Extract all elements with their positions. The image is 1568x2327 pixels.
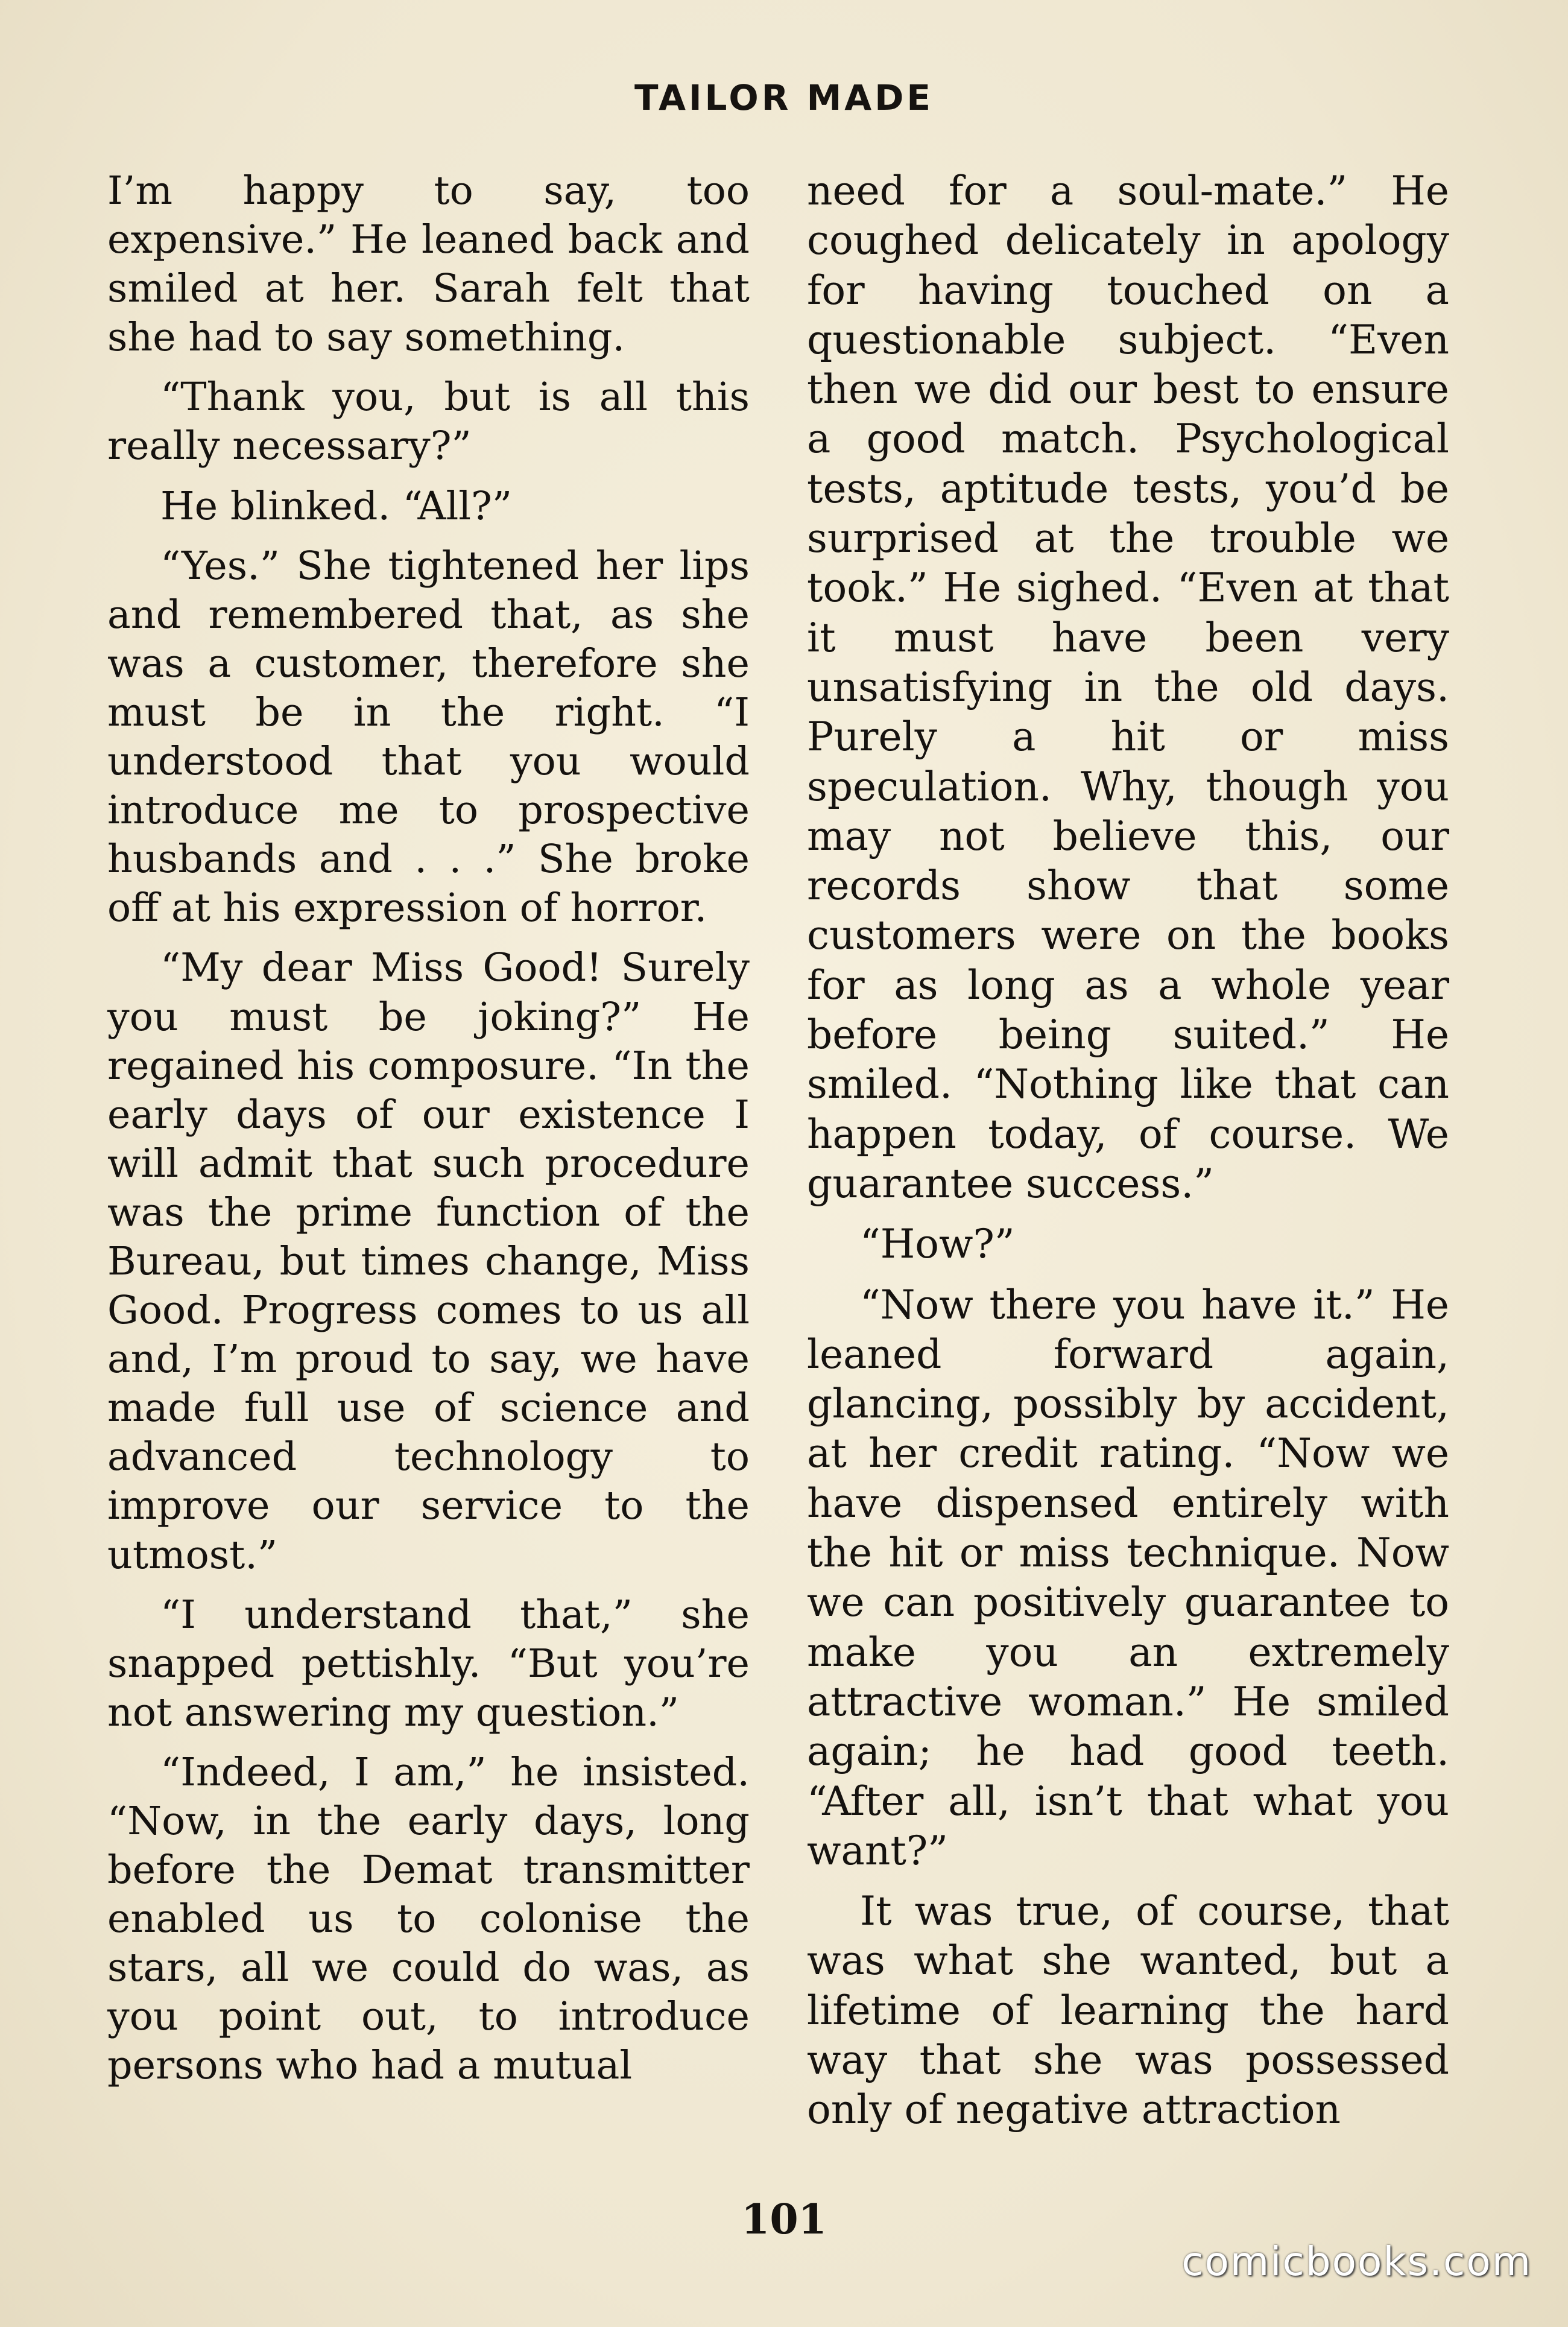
running-head: TAILOR MADE (634, 77, 934, 118)
right-column (807, 166, 1449, 2146)
paragraph: “Indeed, I am,” he insisted. “Now, in the early days, long before the Demat transmitter enabled us to colonise the stars, all we could do was, as you point out, to introduce persons who had a mutual (107, 1749, 750, 2089)
paragraph: He blinked. “All?” (160, 483, 513, 529)
page-number: 101 (741, 2196, 827, 2244)
paragraph: “Yes.” She tightened her lips and remembered that, as she was a customer, therefore she must be in the right. “I understood that you would introduce me to prospective husbands and . . .” She broke off at his expression of horror. (107, 543, 750, 931)
paragraph: I’m happy to say, too expensive.” He leaned back and smiled at her. Sarah felt that she had to say something. (107, 168, 750, 361)
left-column (107, 166, 750, 2101)
watermark: comicbooks.com (1181, 2238, 1532, 2285)
paragraph: “Now there you have it.” He leaned forward again, glancing, possibly by accident, at her credit rating. “Now we have dispensed entirely with the hit or miss technique. Now we can positively guarantee to make you an extremely attractive woman.” He smiled again; he had good teeth. “After all, isn’t that what you want?” (807, 1281, 1449, 1874)
paragraph: need for a soul-mate.” He coughed delicately in apology for having touched on a questionable subject. “Even then we did our best to ensure a good match. Psychological tests, aptitude tests, you’d be surprised at the trouble we took.” He sighed. “Even at that it must have been very unsatisfying in the old days. Purely a hit or miss speculation. Why, though you may not believe this, our records show that some customers were on the books for as long as a whole year before being suited.” He smiled. “Nothing like that can happen today, of course. We guarantee success.” (807, 168, 1449, 1207)
paragraph: “Thank you, but is all this really necessary?” (107, 375, 750, 469)
paragraph: “I understand that,” she snapped pettishly. “But you’re not answering my question.” (107, 1592, 750, 1735)
paragraph: It was true, of course, that was what she wanted, but a lifetime of learning the hard way that she was possessed only of negative attraction (807, 1888, 1449, 2133)
paragraph: “How?” (860, 1221, 1015, 1268)
paragraph: “My dear Miss Good! Surely you must be joking?” He regained his composure. “In the early days of our existence I will admit that such procedure was the prime function of the Bureau, but times change, Miss Good. Progress comes to us all and, I’m proud to say, we have made full use of science and advanced technology to improve our service to the utmost.” (107, 945, 750, 1578)
